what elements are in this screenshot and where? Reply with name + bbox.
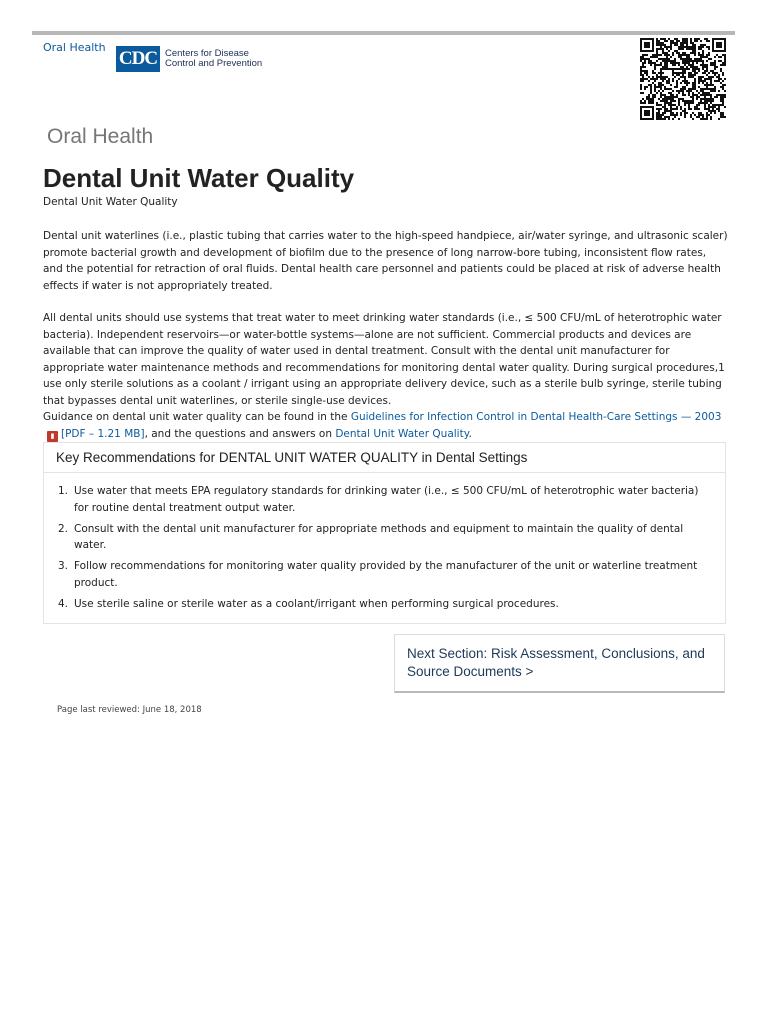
list-item <box>58 596 713 613</box>
list-item-number: 4. <box>58 598 69 611</box>
list-item-number: 1. <box>58 485 69 497</box>
key-recommendations-title: Key Recommendations for DENTAL UNIT WATER QUALITY in Dental Settings <box>44 443 725 473</box>
pdf-icon: ▮ <box>47 431 58 442</box>
list-item-text: Follow recommendations for monitoring water quality provided by the manufacturer of the unit or waterline treatment product. <box>74 560 698 589</box>
guidelines-link[interactable]: Guidelines for Infection Control in Dental Health-Care Settings — 2003 <box>350 411 722 423</box>
list-item <box>58 558 713 591</box>
list-item <box>58 483 713 516</box>
cdc-logo-line1: Centers for Disease <box>165 48 249 59</box>
page-subtitle: Dental Unit Water Quality <box>43 196 178 208</box>
guidance-paragraph <box>43 409 728 442</box>
list-item-number: 3. <box>58 560 69 573</box>
recommendations-list <box>44 473 725 613</box>
list-item <box>58 521 713 554</box>
intro-paragraph: Dental unit waterlines (i.e., plastic tubing that carries water to the high-speed handpiece, air/water syringe, and ultrasonic scaler) promote bacterial growth and development of biofilm due to the presence of long narrow-bore tubing, inconsistent flow rates, and the potential for retraction of oral fluids. Dental health care personnel and patients could be placed at risk of adverse health effects if water is not appropriately treated. <box>43 230 728 292</box>
guidance-text-prefix: Guidance on dental unit water quality can be found in the <box>43 411 351 423</box>
key-recommendations-card <box>43 442 726 624</box>
guidance-text-middle: , and the questions and answers on <box>144 427 336 440</box>
guidance-text-suffix: . <box>468 427 472 440</box>
next-section-button[interactable]: Next Section: Risk Assessment, Conclusions, and Source Documents > <box>394 634 725 693</box>
pdf-link[interactable]: [PDF – 1.21 MB] <box>61 427 145 440</box>
list-item-text: Use sterile saline or sterile water as a coolant/irrigant when performing surgical procedures. <box>74 598 559 611</box>
list-item-number: 2. <box>58 522 69 535</box>
cdc-logo-text <box>165 49 262 69</box>
list-item-text: Use water that meets EPA regulatory standards for drinking water (i.e., ≤ 500 CFU/mL of heterotrophic water bacteria) for routine dental treatment output water. <box>74 485 699 514</box>
qr-code-icon <box>640 38 726 120</box>
page-title: Dental Unit Water Quality <box>43 163 355 193</box>
cdc-logo[interactable] <box>116 46 262 72</box>
last-reviewed-date: Page last reviewed: June 18, 2018 <box>57 705 202 715</box>
dental-unit-water-quality-link[interactable]: Dental Unit Water Quality <box>335 427 469 440</box>
section-title: Oral Health <box>47 125 154 148</box>
cdc-logo-line2: Control and Prevention <box>165 58 263 69</box>
cdc-logo-mark: CDC <box>116 46 160 72</box>
requirements-paragraph: All dental units should use systems that treat water to meet drinking water standards (i.e., ≤ 500 CFU/mL of heterotrophic water bacteria). Independent reservoirs—or water-bottle systems—alone are not sufficient. Commercial products and devices are available that can improve the quality of water used in dental treatment. Consult with the dental unit manufacturer for appropriate water maintenance methods and recommendations for monitoring dental water quality. During surgical procedures,1 use only sterile solutions as a coolant / irrigant using an appropriate delivery device, such as a sterile bulb syringe, sterile tubing that bypasses dental unit waterlines, or sterile single-use devices. <box>43 312 725 407</box>
list-item-text: Consult with the dental unit manufacturer for appropriate methods and equipment to maintain the quality of dental water. <box>74 522 684 552</box>
top-divider <box>32 31 735 35</box>
oral-health-link[interactable]: Oral Health <box>43 41 106 54</box>
